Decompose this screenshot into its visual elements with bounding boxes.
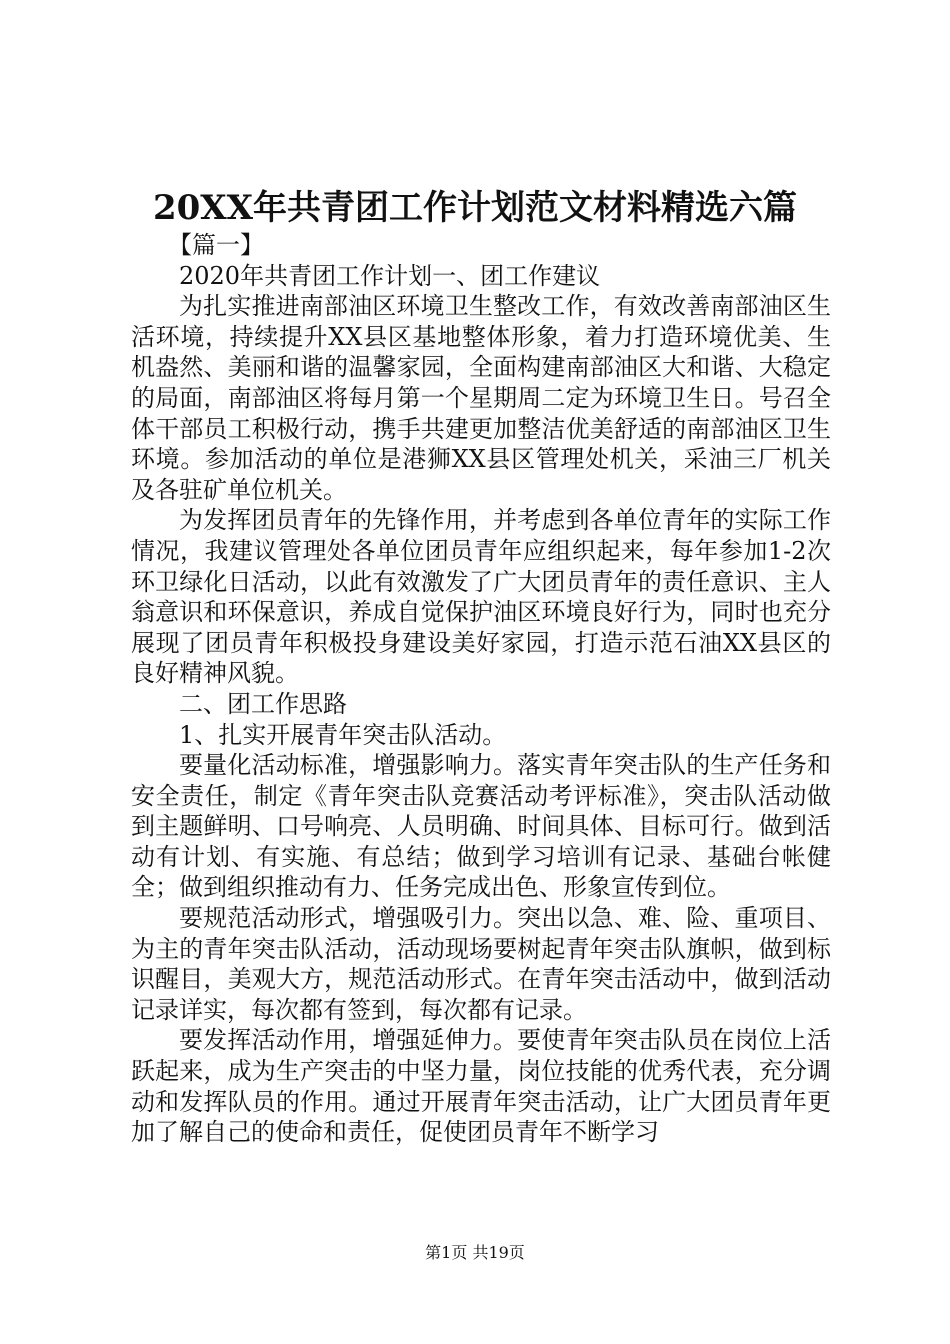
- paragraph: 1、扎实开展青年突击队活动。: [179, 720, 507, 749]
- page-footer: 第1页 共19页: [425, 1243, 525, 1262]
- document-title: 20XX年共青团工作计划范文材料精选六篇: [152, 188, 798, 228]
- paragraph: 二、团工作思路: [179, 689, 347, 718]
- paragraph: 要量化活动标准，增强影响力。落实青年突击队的生产任务和安全责任，制定《青年突击队竞赛活动考评标准》，突击队活动做到主题鲜明、口号响亮、人员明确、时间具体、目标可行。做到活动有计划、有实施、有总结；做到学习培训有记录、基础台帐健全；做到组织推动有力、任务完成出色、形象宣传到位。: [131, 751, 831, 902]
- paragraph: 要规范活动形式，增强吸引力。突出以急、难、险、重项目、为主的青年突击队活动，活动现场要树起青年突击队旗帜，做到标识醒目，美观大方，规范活动形式。在青年突击活动中，做到活动记录详实，每次都有签到，每次都有记录。: [131, 904, 831, 1024]
- section-label: 【篇一】: [168, 231, 264, 259]
- paragraph: 为扎实推进南部油区环境卫生整改工作，有效改善南部油区生活环境，持续提升XX县区基地整体形象，着力打造环境优美、生机盎然、美丽和谐的温馨家园，全面构建南部油区大和谐、大稳定的局面，南部油区将每月第一个星期周二定为环境卫生日。号召全体干部员工积极行动，携手共建更加整洁优美舒适的南部油区卫生环境。参加活动的单位是港狮XX县区管理处机关，采油三厂机关及各驻矿单位机关。: [131, 292, 831, 504]
- paragraph: 为发挥团员青年的先锋作用，并考虑到各单位青年的实际工作情况，我建议管理处各单位团员青年应组织起来，每年参加1-2次环卫绿化日活动，以此有效激发了广大团员青年的责任意识、主人翁意识和环保意识，养成自觉保护油区环境良好行为，同时也充分展现了团员青年积极投身建设美好家园，打造示范石油XX县区的良好精神风貌。: [131, 506, 831, 688]
- document-body: [131, 230, 831, 1148]
- paragraph: 要发挥活动作用，增强延伸力。要使青年突击队员在岗位上活跃起来，成为生产突击的中坚力量，岗位技能的优秀代表，充分调动和发挥队员的作用。通过开展青年突击活动，让广大团员青年更加了解自己的使命和责任，促使团员青年不断学习: [131, 1026, 831, 1147]
- paragraph: 2020年共青团工作计划一、团工作建议: [179, 261, 601, 290]
